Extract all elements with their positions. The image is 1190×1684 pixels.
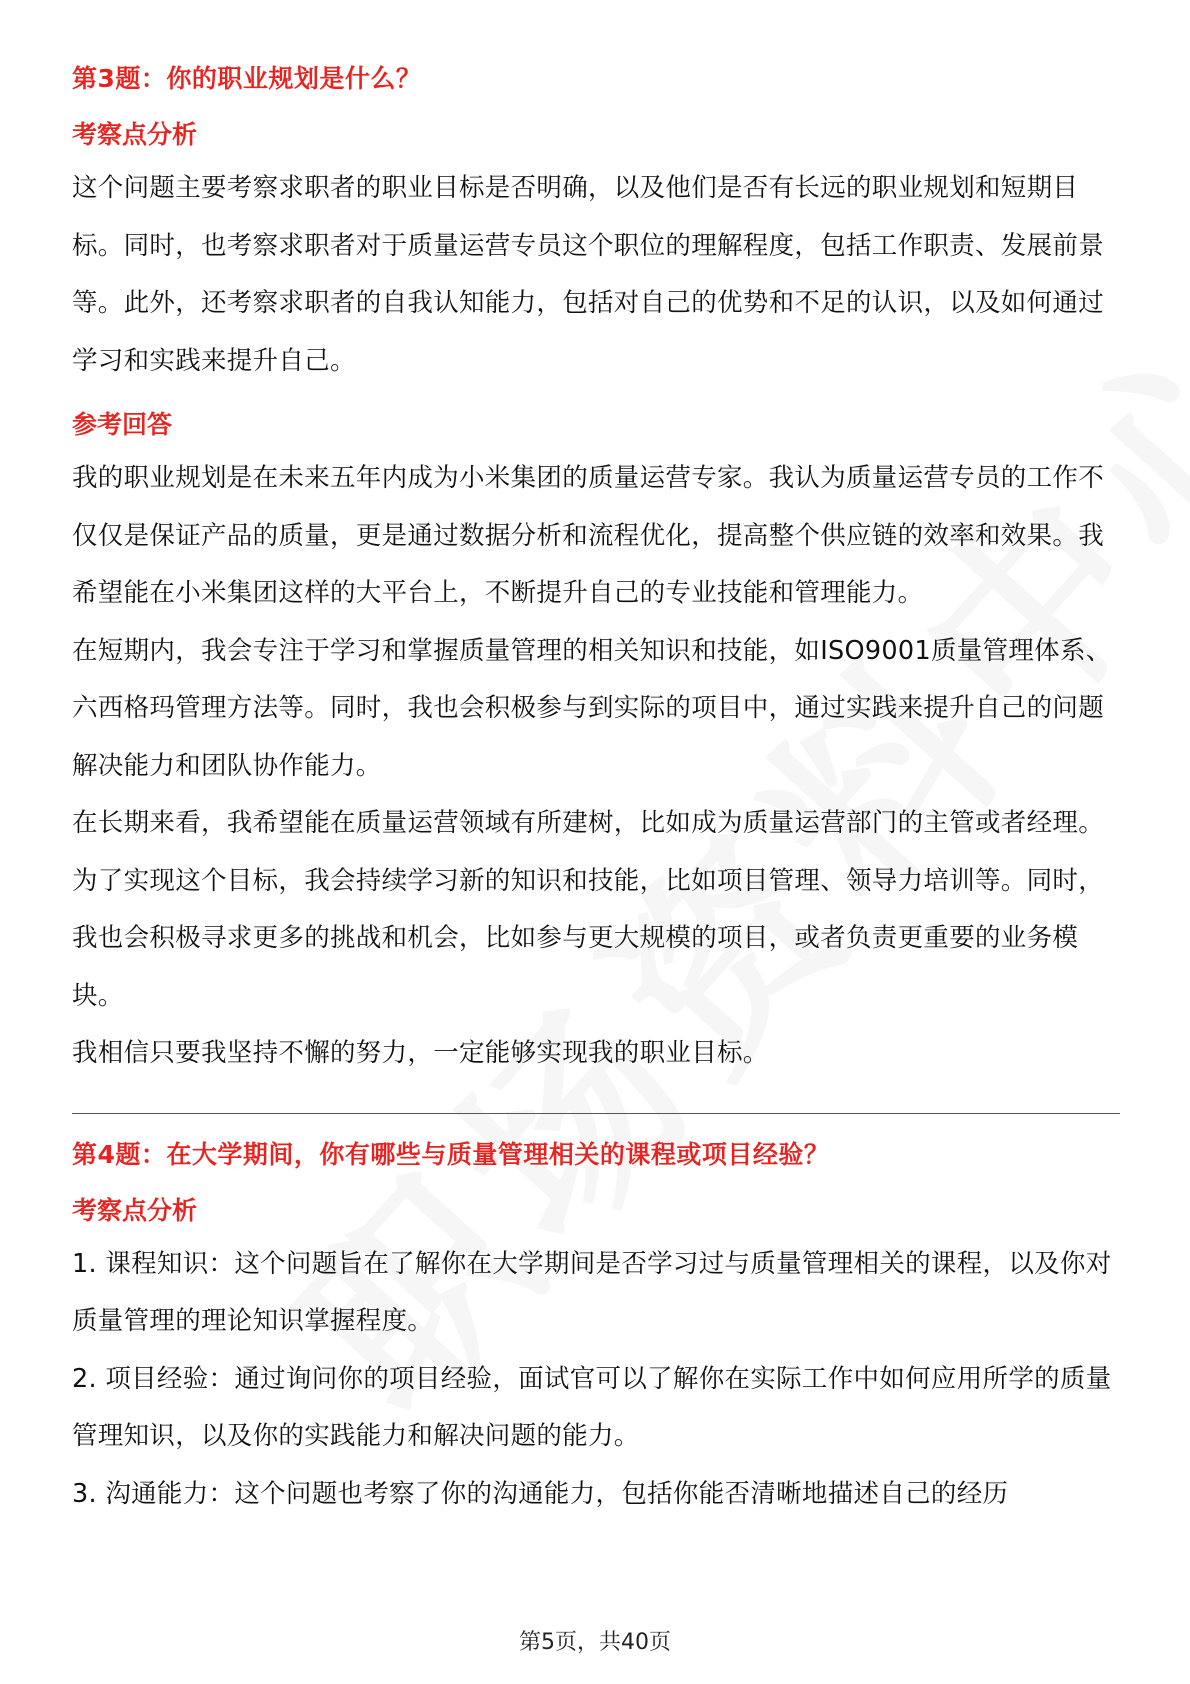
question-3-analysis-text: 这个问题主要考察求职者的职业目标是否明确，以及他们是否有长远的职业规划和短期目标。同时，也考察求职者对于质量运营专员这个职位的理解程度，包括工作职责、发展前景等。此外，还考察求职者的自我认知能力，包括对自己的优势和不足的认识，以及如何通过学习和实践来提升自己。 bbox=[72, 173, 1105, 376]
page-number-footer: 第5页，共40页 bbox=[519, 1630, 671, 1655]
question-3-answer-paragraph: 在短期内，我会专注于学习和掌握质量管理的相关知识和技能，如ISO9001质量管理体系、六西格玛管理方法等。同时，我也会积极参与到实际的项目中，通过实践来提升自己的问题解决能力和团队协作能力。 bbox=[72, 635, 1112, 781]
question-4-title: 第4题：在大学期间，你有哪些与质量管理相关的课程或项目经验？ bbox=[72, 1139, 830, 1169]
question-4-analysis-item: 1. 课程知识：这个问题旨在了解你在大学期间是否学习过与质量管理相关的课程，以及你对质量管理的理论知识掌握程度。 bbox=[72, 1248, 1112, 1336]
question-3-title: 第3题：你的职业规划是什么？ bbox=[72, 64, 422, 93]
question-4-analysis-heading: 考察点分析 bbox=[72, 1195, 198, 1225]
question-4-analysis-item: 3. 沟通能力：这个问题也考察了你的沟通能力，包括你能否清晰地描述自己的经历 bbox=[72, 1478, 1009, 1509]
question-3-answer-paragraph: 我的职业规划是在未来五年内成为小米集团的质量运营专家。我认为质量运营专员的工作不仅仅是保证产品的质量，更是通过数据分析和流程优化，提高整个供应链的效率和效果。我希望能在小米集团这样的大平台上，不断提升自己的专业技能和管理能力。 bbox=[72, 463, 1105, 608]
page-content bbox=[72, 60, 1122, 1523]
question-3-answer-paragraph: 在长期来看，我希望能在质量运营领域有所建树，比如成为质量运营部门的主管或者经理。为了实现这个目标，我会持续学习新的知识和技能，比如项目管理、领导力培训等。同时，我也会积极寻求更多的挑战和机会，比如参与更大规模的项目，或者负责更重要的业务模块。 bbox=[72, 808, 1105, 1011]
question-4-analysis-item: 2. 项目经验：通过询问你的项目经验，面试官可以了解你在实际工作中如何应用所学的质量管理知识，以及你的实践能力和解决问题的能力。 bbox=[72, 1363, 1112, 1451]
question-3-answer-heading: 参考回答 bbox=[72, 410, 173, 439]
question-3-answer-paragraph: 我相信只要我坚持不懈的努力，一定能够实现我的职业目标。 bbox=[72, 1038, 769, 1068]
section-divider bbox=[72, 1113, 1120, 1114]
question-3-analysis-heading: 考察点分析 bbox=[72, 120, 198, 149]
